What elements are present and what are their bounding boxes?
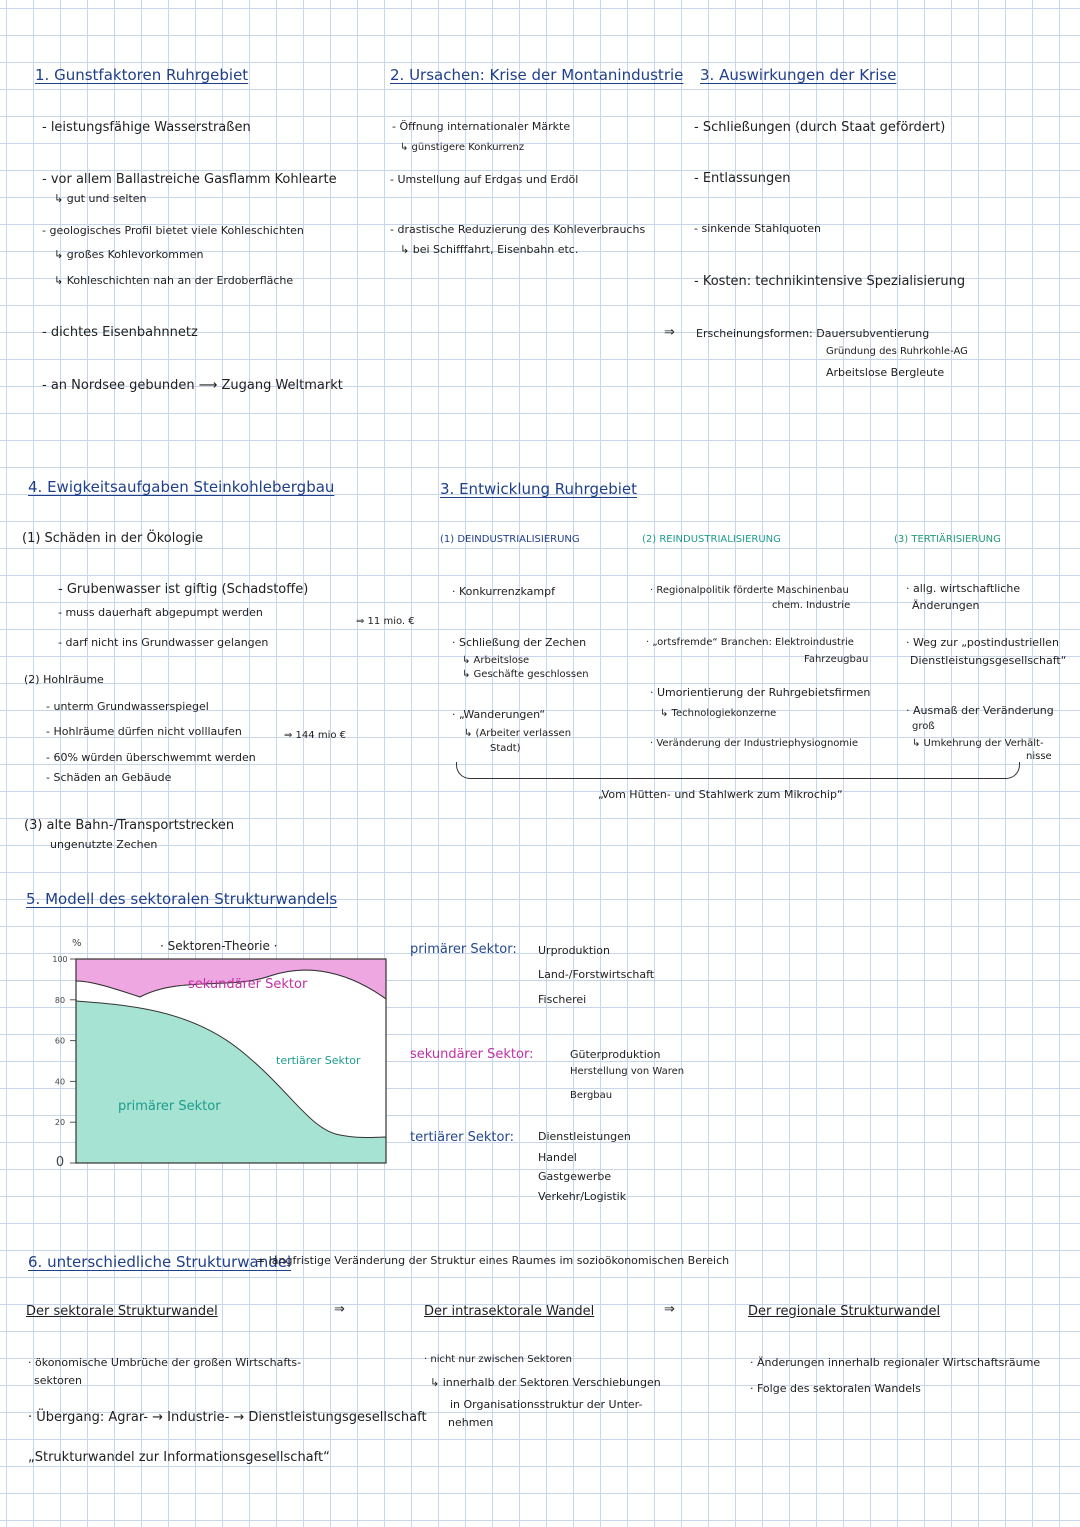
col-tertiaerisierung: (3) TERTIÄRISIERUNG [894, 534, 1001, 545]
te-3: · Ausmaß der Veränderung [906, 704, 1054, 717]
s4-p3: (3) alte Bahn-/Transportstrecken [24, 818, 235, 833]
tertiary-d: Verkehr/Logistik [538, 1190, 627, 1203]
s6-a2: · Übergang: Agrar- → Industrie- → Dienstleistungsgesellschaft [28, 1410, 427, 1425]
quote-mikrochip: „Vom Hütten- und Stahlwerk zum Mikrochip“ [598, 788, 843, 801]
de-2a: ↳ Arbeitslose [462, 655, 530, 666]
s4-p2a: - unterm Grundwasserspiegel [46, 700, 209, 713]
de-2b: ↳ Geschäfte geschlossen [462, 669, 589, 680]
section-entwicklung-title: 3. Entwicklung Ruhrgebiet [440, 480, 637, 498]
s1-line-1: - leistungsfähige Wasserstraßen [42, 120, 251, 135]
re-1: · Regionalpolitik förderte Maschinenbau [650, 585, 849, 596]
de-3a: ↳ (Arbeiter verlassen [464, 728, 572, 739]
re-4: · Veränderung der Industriephysiognomie [650, 738, 859, 749]
te-2: · Weg zur „postindustriellen [906, 636, 1059, 649]
section-3-title: 3. Auswirkungen der Krise [700, 66, 897, 84]
s2-line-1: - Öffnung internationaler Märkte [392, 120, 571, 133]
s6-arrow-2: ⇒ [664, 1302, 675, 1317]
y-tick-label: 20 [54, 1118, 66, 1128]
sector-chart [40, 930, 400, 1180]
s6-definition: = langfristige Veränderung der Struktur eines Raumes im sozioökonomischen Bereich [256, 1254, 730, 1267]
s1-line-5: - an Nordsee gebunden ⟶ Zugang Weltmarkt [42, 378, 343, 393]
col-deindustrialisierung: (1) DEINDUSTRIALISIERUNG [440, 534, 580, 545]
s2-line-1a: ↳ günstigere Konkurrenz [400, 142, 525, 153]
s4-p1: (1) Schäden in der Ökologie [22, 531, 204, 546]
s6-a1a: sektoren [34, 1374, 82, 1387]
section-5-title: 5. Modell des sektoralen Strukturwandels [26, 890, 338, 908]
primary-a: Urproduktion [538, 944, 610, 957]
s1-line-3b: ↳ Kohleschichten nah an der Erdoberfläche [54, 274, 294, 287]
col-reindustrialisierung: (2) REINDUSTRIALISIERUNG [642, 534, 781, 545]
s1-line-2a: ↳ gut und selten [54, 192, 147, 205]
primary-heading [410, 942, 517, 957]
label-secondary: sekundärer Sektor [188, 977, 308, 992]
s3-line-2: - Entlassungen [694, 171, 791, 186]
s6-h2: Der intrasektorale Wandel [424, 1304, 595, 1319]
secondary-a: Güterproduktion [570, 1048, 661, 1061]
label-primary: primärer Sektor [118, 1099, 221, 1114]
y-tick-label: 100 [52, 955, 68, 964]
s2-line-3: - drastische Reduzierung des Kohleverbrauchs [390, 223, 646, 236]
y-tick-label: 60 [54, 1036, 66, 1046]
chart-title: · Sektoren-Theorie · [160, 939, 278, 953]
te-1a: Änderungen [912, 599, 980, 612]
s6-b1: · nicht nur zwischen Sektoren [424, 1354, 573, 1365]
s1-line-4: - dichtes Eisenbahnnetz [42, 325, 198, 340]
tertiary-b: Handel [538, 1151, 577, 1164]
de-3: · „Wanderungen“ [452, 708, 546, 721]
de-3b: Stadt) [490, 743, 521, 754]
te-3a: groß [912, 721, 935, 732]
s1-line-3: - geologisches Profil bietet viele Kohleschichten [42, 224, 304, 237]
s2-line-3a: ↳ bei Schifffahrt, Eisenbahn etc. [400, 243, 579, 256]
secondary-c: Bergbau [570, 1090, 613, 1101]
s6-a3: „Strukturwandel zur Informationsgesellschaft“ [28, 1450, 330, 1465]
s4-p3a: ungenutzte Zechen [50, 838, 158, 851]
s6-a1: · ökonomische Umbrüche der großen Wirtschafts- [28, 1356, 302, 1369]
de-2: · Schließung der Zechen [452, 636, 587, 649]
re-3: · Umorientierung der Ruhrgebietsfirmen [650, 686, 871, 699]
summary-brace [456, 762, 1020, 779]
s3-line-3: - sinkende Stahlquoten [694, 222, 821, 235]
s1-line-2: - vor allem Ballastreiche Gasflamm Kohlearte [42, 172, 337, 187]
re-2a: Fahrzeugbau [804, 654, 869, 665]
s2-line-2: - Umstellung auf Erdgas und Erdöl [390, 173, 579, 186]
section-1-title: 1. Gunstfaktoren Ruhrgebiet [35, 66, 249, 84]
s4-p1b: - muss dauerhaft abgepumpt werden [58, 606, 263, 619]
section-4-title: 4. Ewigkeitsaufgaben Steinkohlebergbau [28, 478, 335, 496]
s6-b1b: in Organisationsstruktur der Unter- [450, 1398, 643, 1411]
primary-label: primärer Sektor: [410, 942, 517, 957]
y-tick-label: 0 [55, 1155, 65, 1170]
s6-c1: · Änderungen innerhalb regionaler Wirtschaftsräume [750, 1356, 1041, 1369]
section-2-title: 2. Ursachen: Krise der Montanindustrie [390, 66, 684, 84]
te-3c: nisse [1026, 751, 1052, 762]
s3-line-4: - Kosten: technikintensive Spezialisierung [694, 274, 966, 289]
s6-h1: Der sektorale Strukturwandel [26, 1304, 218, 1319]
primary-b: Land-/Forstwirtschaft [538, 968, 655, 981]
s4-p1c: - darf nicht ins Grundwasser gelangen [58, 636, 269, 649]
te-1: · allg. wirtschaftliche [906, 582, 1021, 595]
s6-c2: · Folge des sektoralen Wandels [750, 1382, 921, 1395]
chart-ylabel: % [72, 938, 82, 949]
s4-p2d: - Schäden an Gebäude [46, 771, 172, 784]
s4-p2-cost: ⇒ 144 mio € [284, 730, 347, 741]
s1-line-3a: ↳ großes Kohlevorkommen [54, 248, 204, 261]
s6-b1a: ↳ innerhalb der Sektoren Verschiebungen [430, 1376, 661, 1389]
s4-p2b: - Hohlräume dürfen nicht volllaufen [46, 725, 242, 738]
de-1: · Konkurrenzkampf [452, 585, 555, 598]
s4-p1-cost: ⇒ 11 mio. € [356, 616, 415, 627]
s3-line-1: - Schließungen (durch Staat gefördert) [694, 120, 946, 135]
section-6-title: 6. unterschiedliche Strukturwandel [28, 1253, 292, 1271]
re-3a: ↳ Technologiekonzerne [660, 708, 777, 719]
s6-arrow-1: ⇒ [334, 1302, 345, 1317]
s4-p2c: - 60% würden überschwemmt werden [46, 751, 256, 764]
secondary-heading: sekundärer Sektor: [410, 1047, 534, 1062]
label-tertiary: tertiärer Sektor [276, 1054, 361, 1067]
s3-arrow: ⇒ [664, 325, 675, 340]
s4-p2: (2) Hohlräume [24, 673, 104, 686]
tertiary-a: Dienstleistungen [538, 1130, 631, 1143]
primary-c: Fischerei [538, 993, 587, 1006]
s6-h3: Der regionale Strukturwandel [748, 1304, 941, 1319]
te-2a: Dienstleistungsgesellschaft“ [910, 654, 1067, 667]
s3-line-5b: Arbeitslose Bergleute [826, 366, 945, 379]
y-tick-label: 40 [54, 1077, 66, 1087]
tertiary-heading: tertiärer Sektor: [410, 1130, 514, 1145]
s3-line-5a: Gründung des Ruhrkohle-AG [826, 346, 968, 357]
re-2: · „ortsfremde“ Branchen: Elektroindustrie [646, 637, 854, 648]
tertiary-c: Gastgewerbe [538, 1170, 612, 1183]
re-1a: chem. Industrie [772, 600, 851, 611]
te-3b: ↳ Umkehrung der Verhält- [912, 738, 1044, 749]
s3-line-5: Erscheinungsformen: Dauersubventierung [696, 327, 930, 340]
secondary-b: Herstellung von Waren [570, 1066, 685, 1077]
y-tick-label: 80 [54, 995, 66, 1005]
s6-b1c: nehmen [448, 1416, 494, 1429]
s4-p1a: - Grubenwasser ist giftig (Schadstoffe) [58, 582, 309, 597]
